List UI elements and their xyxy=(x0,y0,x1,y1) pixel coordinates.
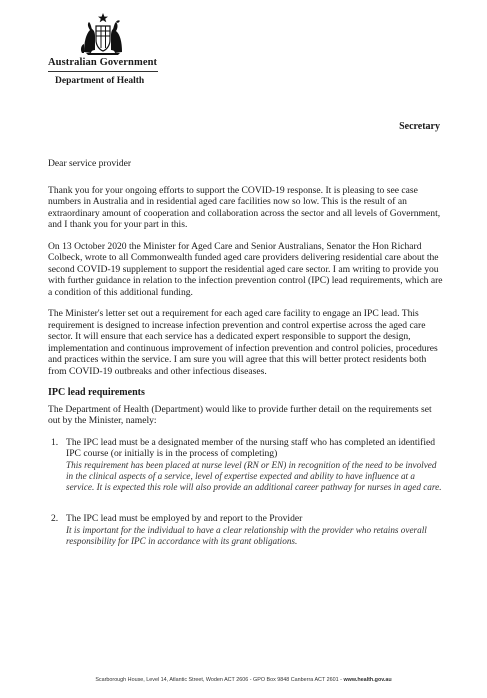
letter-body xyxy=(48,158,443,567)
item-note: It is important for the individual to have a clear relationship with the provider who retains overall responsibility for IPC in accordance with its grant obligations. xyxy=(66,524,427,546)
department-name: Department of Health xyxy=(55,76,145,86)
item-note: This requirement has been placed at nurse level (RN or EN) in recognition of the need to be involved in the clinical aspects of a service, level of expertise expected and ability to have influence at a service. It is expected this role will also provide an additional career pathway for nurses in aged care. xyxy=(66,459,442,492)
section-heading: IPC lead requirements xyxy=(48,387,145,398)
list-item xyxy=(51,437,443,494)
item-title: The IPC lead must be employed by and report to the Provider xyxy=(66,513,303,525)
header-divider xyxy=(48,71,158,72)
item-number: 1. xyxy=(51,436,59,448)
footer-address: Scarborough House, Level 14, Atlantic Street, Woden ACT 2606 - GPO Box 9848 Canberra ACT 2601 - xyxy=(95,677,344,683)
section-intro: The Department of Health (Department) would like to provide further detail on the requirements set out by the Minister, namely: xyxy=(48,403,432,426)
salutation: Dear service provider xyxy=(48,158,132,169)
footer-website-link[interactable]: www.health.gov.au xyxy=(343,677,392,683)
paragraph: On 13 October 2020 the Minister for Aged Care and Senior Australians, Senator the Hon Richard Colbeck, wrote to all Commonwealth funded aged care providers delivering residential care about the second COVID-19 supplement to support the residential aged care sector. I am writing to provide you with further guidance in relation to the infection prevention control (IPC) lead requirements, which are a condition of this additional funding. xyxy=(48,240,443,298)
item-number: 2. xyxy=(51,513,59,525)
coat-of-arms-icon xyxy=(78,12,128,56)
paragraph: Thank you for your ongoing efforts to support the COVID-19 response. It is pleasing to see case numbers in Australia and in residential aged care facilities now so low. This is the result of an extraordinary amount of cooperation and collaboration across the sector and all levels of Government, and I thank you for your part in this. xyxy=(48,184,441,230)
requirements-list xyxy=(48,437,443,548)
footer xyxy=(0,677,487,683)
paragraph: The Minister's letter set out a requirement for each aged care facility to engage an IPC lead. This requirement is designed to increase infection prevention and control expertise across the aged care sector. It will ensure that each service has a dedicated expert responsible to support the design, implementation and continuous improvement of infection prevention and control policies, procedures and practices within the service. I am sure you will agree that this will better protect residents both from COVID-19 outbreaks and other infectious diseases. xyxy=(48,308,438,377)
item-title: The IPC lead must be a designated member of the nursing staff who has completed an identified IPC course (or initially is in the process of completing) xyxy=(66,436,436,459)
list-item xyxy=(51,513,443,547)
government-name: Australian Government xyxy=(48,57,158,68)
sender-title: Secretary xyxy=(399,121,440,132)
